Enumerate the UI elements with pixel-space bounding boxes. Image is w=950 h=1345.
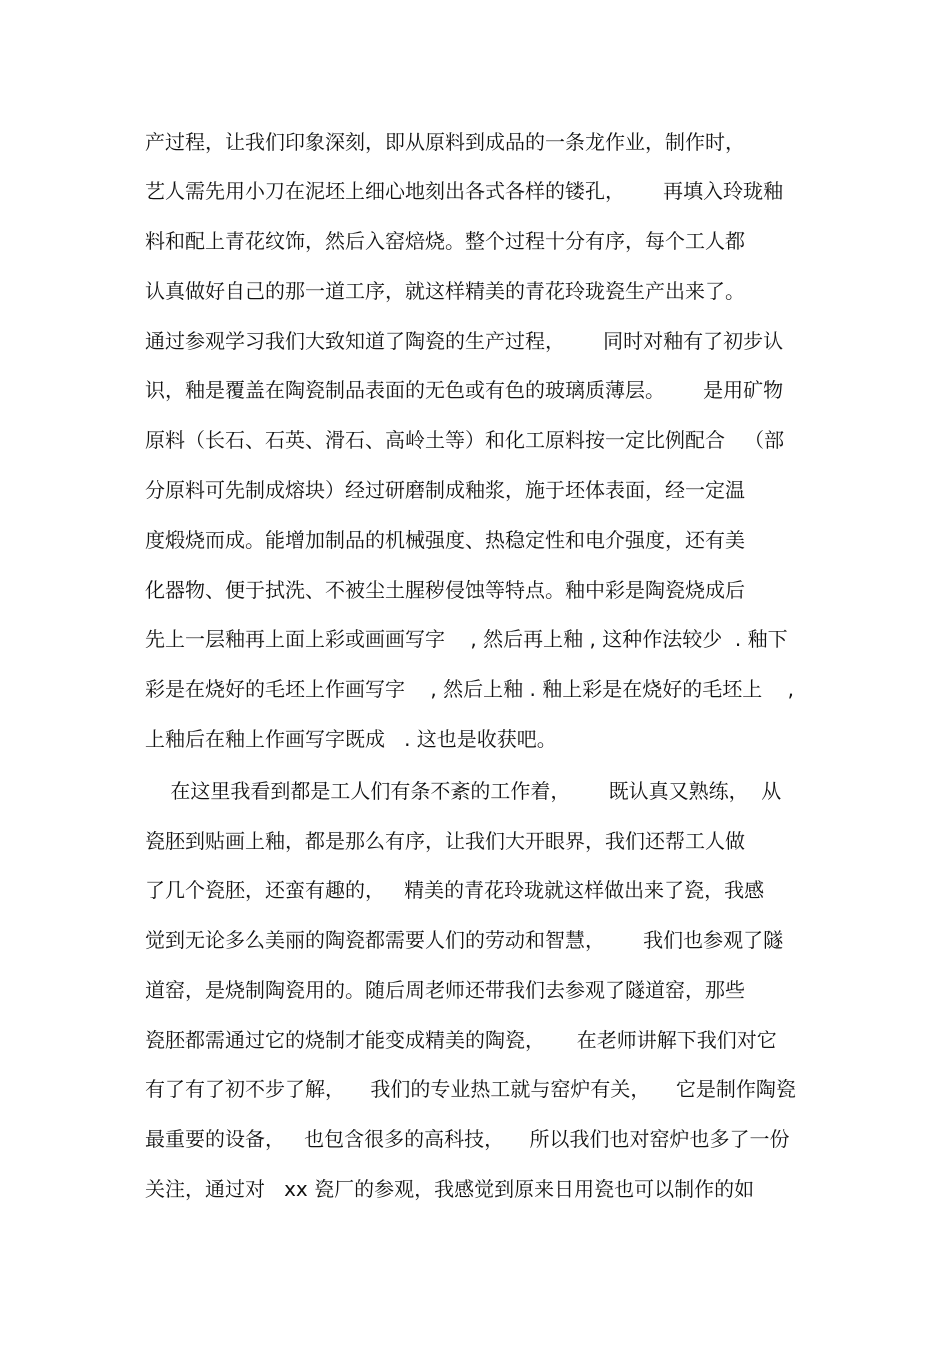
text-line: 原料（长石、石英、滑石、高岭土等）和化工原料按一定比例配合 （部 xyxy=(145,428,785,452)
text-line: 关注，通过对 xx 瓷厂的参观，我感觉到原来日用瓷也可以制作的如 xyxy=(145,1177,755,1201)
text-line: 道窑，是烧制陶瓷用的。随后周老师还带我们去参观了隧道窑，那些 xyxy=(145,978,745,1002)
text-line: 艺人需先用小刀在泥坯上细心地刻出各式各样的镂孔， 再填入玲珑釉 xyxy=(145,179,784,203)
text-line: 最重要的设备， 也包含很多的高科技， 所以我们也对窑炉也多了一份 xyxy=(145,1127,790,1151)
text-line: 瓷胚到贴画上釉，都是那么有序，让我们大开眼界，我们还帮工人做 xyxy=(145,829,745,853)
text-line: 有了有了初不步了解， 我们的专业热工就与窑炉有关， 它是制作陶瓷 xyxy=(145,1077,796,1101)
text-line: 料和配上青花纹饰，然后入窑焙烧。整个过程十分有序，每个工人都 xyxy=(145,229,745,253)
text-line: 通过参观学习我们大致知道了陶瓷的生产过程， 同时对釉有了初步认 xyxy=(145,329,784,353)
text-line: 彩是在烧好的毛坯上作画写字 , 然后上釉 . 釉上彩是在烧好的毛坯上 , xyxy=(145,677,795,701)
text-line: 在这里我看到都是工人们有条不紊的工作着， 既认真又熟练， 从 xyxy=(145,779,782,803)
text-line: 化器物、便于拭洗、不被尘土腥秽侵蚀等特点。釉中彩是陶瓷烧成后 xyxy=(145,578,745,602)
text-line: 分原料可先制成熔块）经过研磨制成釉浆，施于坯体表面，经一定温 xyxy=(145,478,745,502)
text-line: 上釉后在釉上作画写字既成 . 这也是收获吧。 xyxy=(145,727,557,751)
text-line: 认真做好自己的那一道工序，就这样精美的青花玲珑瓷生产出来了。 xyxy=(145,279,745,303)
text-line: 瓷胚都需通过它的烧制才能变成精美的陶瓷， 在老师讲解下我们对它 xyxy=(145,1028,777,1052)
text-line: 觉到无论多么美丽的陶瓷都需要人们的劳动和智慧， 我们也参观了隧 xyxy=(145,928,784,952)
text-line: 识，釉是覆盖在陶瓷制品表面的无色或有色的玻璃质薄层。 是用矿物 xyxy=(145,378,784,402)
text-line: 先上一层釉再上面上彩或画画写字 , 然后再上釉 , 这种作法较少 . 釉下 xyxy=(145,627,788,651)
text-line: 度煅烧而成。能增加制品的机械强度、热稳定性和电介强度，还有美 xyxy=(145,528,745,552)
text-line: 产过程，让我们印象深刻，即从原料到成品的一条龙作业，制作时， xyxy=(145,130,745,154)
text-line: 了几个瓷胚，还蛮有趣的， 精美的青花玲珑就这样做出来了瓷，我感 xyxy=(145,878,765,902)
